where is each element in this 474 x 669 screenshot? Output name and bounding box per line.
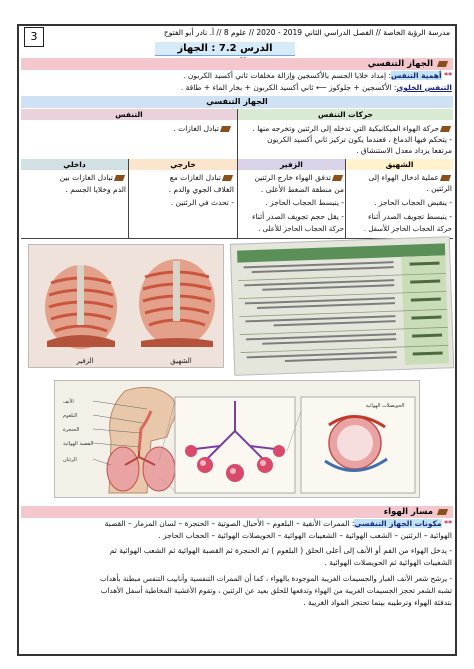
- components-label: مكونات الجهاز التنفسي: [354, 519, 442, 528]
- cellular-line: [181, 83, 452, 93]
- inhale-line-3: - ينقبض الحجاب الحاجز .: [374, 198, 452, 207]
- movement-line-3: مرتفعا يزداد معدل الاستنشاق .: [356, 146, 452, 155]
- inhale-line-1: عملية ادخال الهواء إلى: [369, 173, 452, 183]
- pencil-icon: [440, 175, 451, 181]
- pencil-icon: [114, 175, 125, 181]
- components-line-2: الهوائية – الرئتين – الشعب الهوائية – الشعيبات الهوائية – الحويصلات الهوائية – الحجاب الحاجز .: [158, 531, 452, 540]
- lungs-image: [28, 244, 224, 368]
- inhale-line-2: الرئتين .: [426, 184, 452, 193]
- pencil-icon: [437, 509, 448, 515]
- diagram-label: القصبة الهوائية: [63, 441, 94, 447]
- header-school: مدرسة الرؤية الخاصة: [383, 28, 450, 37]
- airway-diagram-illustration: [55, 381, 420, 498]
- breathing-line: تبادل الغازات .: [173, 124, 232, 134]
- pencil-icon: [220, 126, 231, 132]
- table-divider: [128, 159, 129, 238]
- diagram-label: الأنف: [63, 399, 74, 405]
- external-line-1: تبادل الغازات مع: [170, 173, 234, 183]
- sub-external-header: خارجي: [129, 159, 237, 170]
- movement-line-2: - يتحكم فيها الدماغ ، فعندما يكون تركيز ثاني أكسيد الكربون: [267, 135, 452, 144]
- airway-diagram: [54, 380, 420, 498]
- pencil-icon: [332, 175, 343, 181]
- lesson-title: الدرس 7.2 : الجهاز: [155, 42, 295, 56]
- exhale-line-5: حركة الحجاب الحاجز للأعلى .: [258, 225, 344, 233]
- inhale-line-5: حركة الحجاب الحاجز للأسفل .: [363, 225, 452, 233]
- cellular-label: التنفس الخلوي: [396, 83, 452, 92]
- pencil-icon: [440, 126, 451, 132]
- exhale-line-4: - يقل حجم تجويف الصدر أثناء: [252, 212, 344, 221]
- cellular-text: : الأكسجين + جلوكوز ⟵ ثاني أكسيد الكربون + بخار الماء + طاقة .: [180, 83, 397, 92]
- path-line-2: الشعيبات الهوائية ثم الحويصلات الهوائية .: [324, 558, 452, 567]
- diagram-label: الرئتان: [63, 457, 77, 463]
- table-divider: [237, 109, 238, 238]
- header-line: مدرسة الرؤية الخاصة // الفصل الدراسي الثاني 2019 - 2020 // علوم 8 // أ. نادر أبو الفتوح: [163, 28, 450, 37]
- exhale-line-3: - ينبسط الحجاب الحاجز .: [265, 198, 344, 207]
- page-number: 3: [24, 27, 44, 47]
- sub-exhale-header: الزفير: [238, 159, 345, 170]
- external-line-2: الغلاف الجوي والدم .: [168, 185, 234, 194]
- internal-line-2: الدم وخلايا الجسم .: [65, 185, 126, 194]
- col-breathing-header: التنفس: [21, 109, 237, 120]
- header-teacher: أ. نادر أبو الفتوح: [163, 28, 215, 37]
- section-respiratory-heading: الجهاز التنفسي: [21, 58, 453, 70]
- table-divider: [345, 159, 346, 238]
- filter-line-1: - يرشح شعر الأنف الغبار والجسيمات الغريبة الموجودة بالهواء ، كما أن الممرات التنفسية وأنابيب التنفس مبطنة بأهداب: [100, 574, 452, 583]
- sub-internal-header: داخلي: [21, 159, 128, 170]
- external-line-3: - تحدث في الرئتين .: [170, 198, 234, 207]
- header-year: 2019 - 2020: [256, 28, 303, 37]
- movement-line-1: حركة الهواء الميكانيكية التي تدخله إلى الرئتين وتخرجه منها .: [252, 124, 452, 134]
- section-airway-heading: مسار الهواء: [21, 506, 453, 518]
- table-heading: الجهاز التنفسي: [21, 96, 453, 108]
- col-movement-header: حركات التنفس: [238, 109, 453, 120]
- filter-line-3: بتدفئة الهواء وترطيبه بينما تحتجز المواد الغريبة .: [303, 598, 452, 607]
- header-term: الفصل الدراسي الثاني: [304, 28, 374, 37]
- sub-inhale-header: الشهيق: [346, 159, 453, 170]
- diagram-label: البلعوم: [63, 413, 78, 419]
- diagram-label: الحنجرة: [63, 427, 80, 433]
- header-subject: علوم 8: [223, 28, 247, 37]
- pencil-icon: [437, 61, 448, 67]
- lungs-illustration: [29, 245, 224, 368]
- filter-line-2: تشبه الشعر تحجز الجسيمات الغريبة من الهواء وتدفعها للحلق بعيد عن الرئتين ، وتقوم الأغشية المخاطية أسفل الأهداب: [100, 586, 452, 595]
- importance-label: أهمية التنفس: [391, 71, 442, 80]
- pencil-icon: [222, 175, 233, 181]
- textbook-photo: [230, 236, 454, 376]
- inhale-line-4: - ينبسط تجويف الصدر أثناء: [368, 212, 452, 221]
- importance-text: : إمداد خلايا الجسم بالأكسجين وإزالة مخلفات ثاني أكسيد الكربون .: [183, 71, 391, 80]
- diagram-label: الحويصلات الهوائية: [365, 403, 405, 409]
- exhale-line-2: من منطقة الضغط الأعلى .: [260, 185, 344, 194]
- lungs-caption-right: الشهيق: [170, 357, 192, 365]
- lungs-caption-left: الزفير: [76, 357, 94, 365]
- internal-line-1: تبادل الغازات بين: [60, 173, 126, 183]
- path-line-1: - يدخل الهواء من الفم أو الأنف إلى أعلى الحلق ( البلعوم ) ثم الحنجرة ثم القصبة الهوائية ثم الشعب الهوائية ثم: [109, 546, 452, 555]
- importance-line: ** أهمية التنفس: إمداد خلايا الجسم بالأكسجين وإزالة مخلفات ثاني أكسيد الكربون .: [183, 71, 452, 80]
- exhale-line-1: تدفق الهواء خارج الرئتين: [254, 173, 344, 183]
- textbook-table-illustration: [231, 237, 454, 376]
- components-line-1: ** مكونات الجهاز التنفسي: الممرات الأنفية – البلعوم – الأحبال الصوتية – الحنجرة – لسان المزمار – القصبة: [104, 519, 452, 528]
